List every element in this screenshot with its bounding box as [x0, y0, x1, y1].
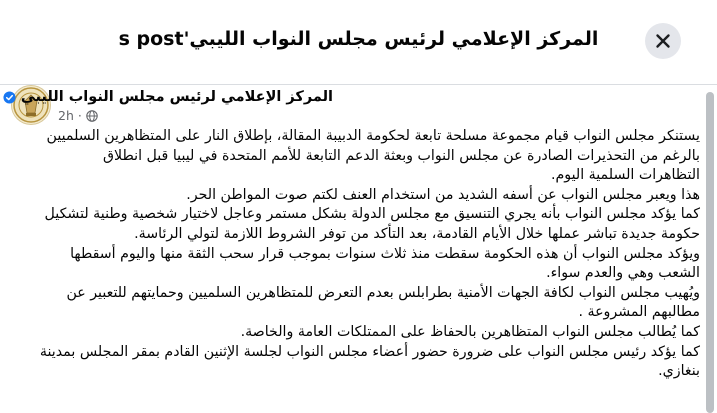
post-line: يستنكر مجلس النواب قيام مجموعة مسلحة تابعة لحكومة الدبيبة المقالة، بإطلاق النار على المتظاهرين السلميين — [46, 128, 700, 144]
post-line: بالرغم من التحذيرات الصادرة عن مجلس النواب وبعثة الدعم التابعة للأمم المتحدة في ليبيا قبل انطلاق — [103, 147, 700, 164]
meta-separator: · — [77, 108, 82, 123]
close-icon — [655, 33, 671, 49]
post-author[interactable] — [3, 89, 333, 105]
post-line: ويُهيب مجلس النواب لكافة الجهات الأمنية بطرابلس بعدم التعرض للمتظاهرين السلميين وحمايتهم للتعبير عن — [66, 284, 700, 301]
post-line: الشعب وهي والعدم سواء. — [546, 265, 700, 282]
author-name[interactable]: المركز الإعلامي لرئيس مجلس النواب الليبي — [20, 89, 333, 105]
close-button[interactable] — [645, 23, 681, 59]
dialog-header — [0, 0, 717, 85]
post-line: ويؤكد مجلس النواب أن هذه الحكومة سقطت منذ ثلاث سنوات بموجب قرار سحب الثقة منها واليوم أسقطها — [70, 245, 700, 262]
post-line: مطالبهم المشروعة . — [578, 304, 700, 321]
post-line: التظاهرات السلمية اليوم. — [550, 167, 700, 184]
dialog-title: المركز الإعلامي لرئيس مجلس النواب الليبي's post — [118, 28, 599, 50]
post-line: بنغازي. — [658, 363, 700, 380]
post-line: حكومة جديدة تباشر عملها خلال الأيام القادمة، بعد التأكد من توفر الشروط اللازمة لتولي الرئاسة. — [134, 225, 700, 242]
post-time[interactable]: 2h — [58, 108, 74, 123]
post-line: كما يؤكد رئيس مجلس النواب على ضرورة حضور أعضاء مجلس النواب لجلسة الإثنين القادم بمقر المجلس بمدينة — [39, 343, 700, 360]
post-meta — [58, 108, 98, 123]
post-line: كما يُطالب مجلس النواب المتظاهرين بالحفاظ على الممتلكات العامة والخاصة. — [240, 323, 700, 340]
globe-icon[interactable] — [86, 110, 98, 122]
verified-badge-icon — [3, 91, 16, 104]
post — [0, 85, 705, 413]
scrollbar[interactable] — [706, 92, 714, 413]
post-line: هذا ويعبر مجلس النواب عن أسفه الشديد من استخدام العنف لكتم صوت المواطن الحر. — [186, 186, 700, 203]
post-line: كما يؤكد مجلس النواب بأنه يجري التنسيق مع مجلس الدولة بشكل مستمر وعاجل لاختيار شخصية وطنية لتشكيل — [44, 206, 700, 223]
post-body — [14, 127, 700, 382]
